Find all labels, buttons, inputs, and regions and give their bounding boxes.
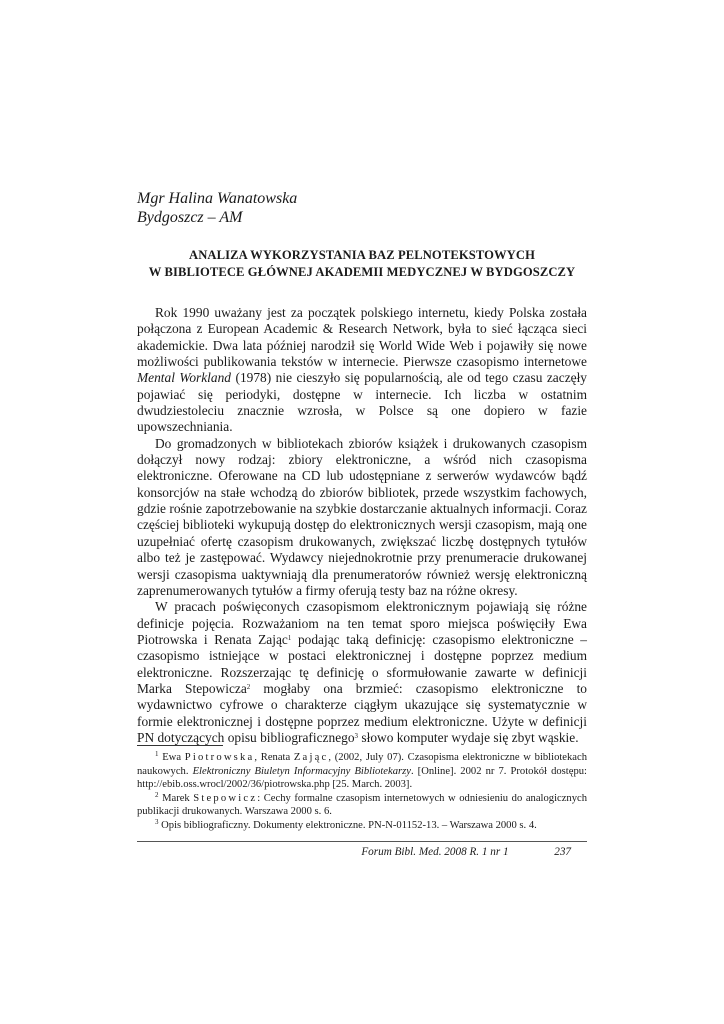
author-name: Mgr Halina Wanatowska: [137, 190, 298, 207]
footnote-1-text-a: Ewa: [158, 752, 185, 763]
title-line-2: W BIBLIOTECE GŁÓWNEJ AKADEMII MEDYCZNEJ W BYDGOSZCZY: [148, 265, 576, 279]
paragraph-1-text-b: (1978) nie cieszyło się popularnością, ale od tego czasu zaczęły pojawiać się periodyki, dostępne w internecie. Ich liczba w ostatnim dwudziestoleciu znacznie wzrosła, w Polsce są one dopiero w fazie upowszechniania.: [137, 370, 588, 435]
paragraph-3-text-b: podając taką definicję: czasopismo elektroniczne – czasopismo istniejące w postaci elektronicznej i dostępne poprzez medium elektroniczne. Rozszerzając tę definicję o sformułowanie zawarte w definicji Marka Stepowicza: [137, 631, 587, 696]
footnote-1-text-b: , Renata: [254, 752, 294, 763]
footnote-2-number: 2: [155, 790, 159, 799]
article-title: [137, 247, 587, 281]
author-block: [137, 189, 297, 227]
page-number: 237: [554, 846, 571, 858]
footnote-1-surname-2: Zając: [293, 752, 329, 763]
paragraph-3-text-a: W pracach poświęconych czasopismom elektronicznym pojawiają się różne definicje pojęcia. Rozważaniom na ten temat sporo miejsca poświęciły Ewa Piotrowska i Renata Zając: [137, 599, 587, 647]
paragraph-1: [137, 305, 587, 436]
title-line-1: ANALIZA WYKORZYSTANIA BAZ PELNOTEKSTOWYCH: [189, 248, 535, 262]
footnote-1-text-c: , (2002, July 07). Czasopisma elektroniczne w bibliotekach naukowych.: [137, 752, 588, 777]
footnote-ref-1[interactable]: 1: [287, 633, 292, 642]
footnote-ref-3[interactable]: 3: [354, 731, 359, 740]
footnote-2-surname: Stepowicz: [193, 792, 258, 804]
footnote-3: [137, 819, 587, 833]
article-body: [137, 305, 587, 746]
paragraph-3-text-c: mogłaby ona brzmieć: czasopismo elektroniczne to wydawnictwo cyfrowe o charakterze ciągłym ukazujące się systematycznie w formie elektronicznej i dostępne poprzez medium elektroniczne. Użyte w definicji PN dotyczących opisu bibliograficznego: [137, 680, 587, 745]
footnote-2-text-b: : Cechy formalne czasopism internetowych w odniesieniu do analogicznych publikacji drukowanych. Warszawa 2000 s. 6.: [137, 792, 588, 818]
footnote-divider: [137, 745, 223, 746]
paragraph-1-text-a: Rok 1990 uważany jest za początek polskiego internetu, kiedy Polska została połączona z European Academic & Research Network, była to sieć łącząca sieci akademickie. Dwa lata później narodził się World Wide Web i pojawiły się nowe możliwości publikowania tekstów w internecie. Pierwsze czasopismo internetowe: [137, 305, 587, 370]
footnote-ref-2[interactable]: 2: [246, 682, 251, 691]
footnote-3-number: 3: [155, 817, 159, 826]
footnote-3-text: Opis bibliograficzny. Dokumenty elektroniczne. PN-N-01152-13. – Warszawa 2000 s. 4.: [158, 819, 537, 831]
footnote-2: [137, 792, 587, 819]
footer-divider: [137, 841, 587, 842]
footnote-1-journal: Elektroniczny Biuletyn Informacyjny Bibliotekarzy: [192, 765, 411, 777]
footnotes: [137, 751, 587, 833]
author-affiliation: Bydgoszcz – AM: [137, 209, 243, 226]
paragraph-2: Do gromadzonych w bibliotekach zbiorów książek i drukowanych czasopism dołączył nowy rodzaj: zbiory elektroniczne, a wśród nich czasopisma elektroniczne. Oferowane na CD lub udostępniane z serwerów wydawców bądź konsorcjów na stałe wchodzą do zbiorów bibliotek, przede wszystkim fachowych, gdzie rośnie zapotrzebowanie na szybkie dostarczanie aktualnych informacji. Coraz częściej biblioteki wykupują dostęp do elektronicznych wersji czasopism, mają one uzupełniać ofertę czasopism drukowanych, zwiększać liczbę dostępnych tytułów albo też je zastępować. Wydawcy niejednokrotnie przy prenumeracie drukowanej wersji czasopisma uaktywniają dla prenumeratorów również wersję elektroniczną zaprenumerowanych tytułów a firmy oferują testy baz na różne okresy.: [137, 435, 587, 598]
paragraph-3-text-d: słowo komputer wydaje się zbyt wąskie.: [358, 729, 579, 745]
footnote-1: [137, 751, 587, 792]
footnote-2-text-a: Marek: [158, 792, 194, 804]
footnote-1-surname-1: Piotrowska: [184, 752, 255, 763]
journal-title-italic: Mental Workland: [137, 370, 231, 386]
journal-citation: Forum Bibl. Med. 2008 R. 1 nr 1: [361, 846, 509, 858]
footnote-1-number: 1: [155, 750, 159, 758]
paragraph-3: [137, 599, 587, 746]
footnote-1-text-d: . [Online]. 2002 nr 7. Protokół dostępu: http://ebib.oss.wrocl/2002/36/piotrowska.php [25. March. 2003].: [137, 765, 587, 791]
